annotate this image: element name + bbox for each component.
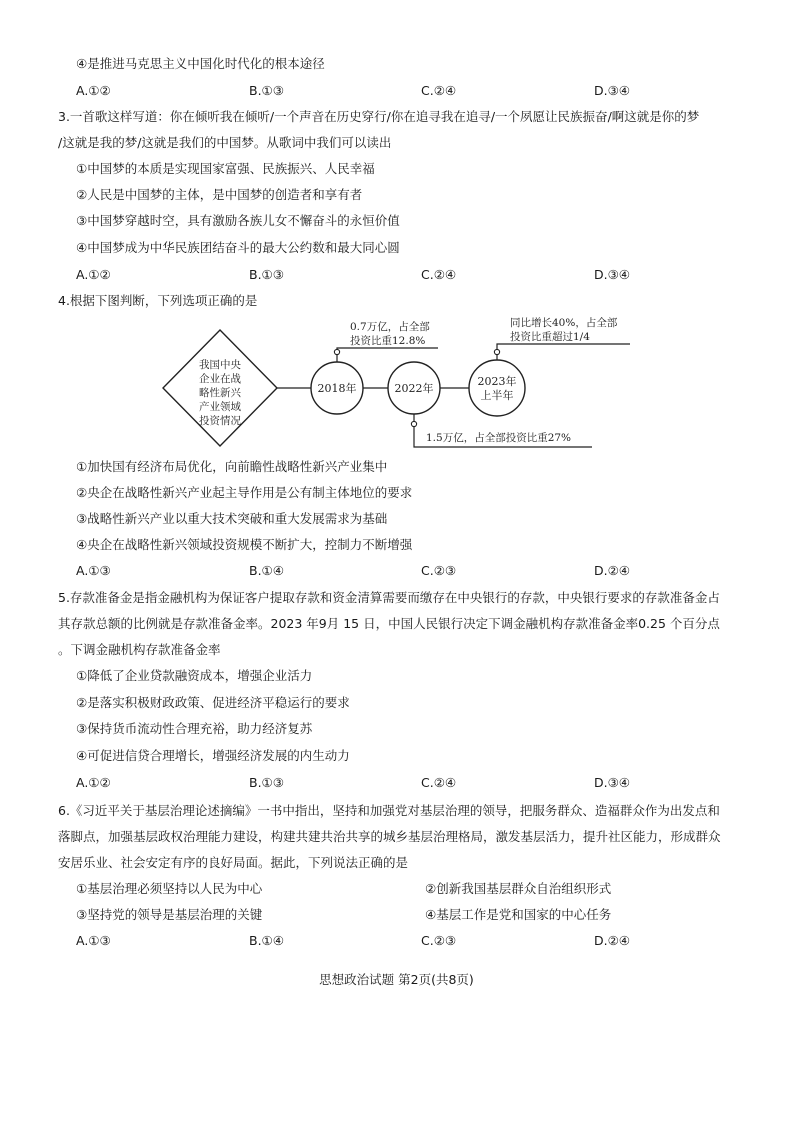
q6-item-4: ④基层工作是党和国家的中心任务	[425, 907, 612, 922]
node-2023-label-1: 2023年	[477, 375, 517, 388]
q5-item-2: ②是落实积极财政政策、促进经济平稳运行的要求	[76, 695, 350, 710]
note-2023-line-1: 同比增长40%，占全部	[510, 317, 618, 329]
diamond-text-3: 略性新兴	[199, 387, 241, 399]
q4-options	[76, 562, 716, 580]
q3-stem-line-2: /这就是我的梦/这就是我们的中国梦。从歌词中我们可以读出	[58, 135, 392, 150]
q4-option-a: A.①③	[76, 563, 111, 578]
q3-option-b: B.①③	[249, 267, 284, 282]
note-2023-line-2: 投资比重超过1/4	[510, 331, 590, 343]
q2-option-c: C.②④	[421, 83, 457, 98]
q2-option-d: D.③④	[594, 83, 631, 98]
node-2022-label: 2022年	[394, 382, 434, 395]
q4-item-1: ①加快国有经济布局优化，向前瞻性战略性新兴产业集中	[76, 459, 388, 474]
note-2022: 1.5万亿，占全部投资比重27%	[426, 432, 572, 444]
diamond-text-5: 投资情况	[199, 415, 241, 427]
q6-option-a: A.①③	[76, 933, 111, 948]
note-2018-line-1: 0.7万亿，占全部	[350, 321, 430, 333]
q5-stem-line-3: 。下调金融机构存款准备金率	[58, 642, 221, 657]
node-2023	[469, 360, 525, 416]
q4-item-3: ③战略性新兴产业以重大技术突破和重大发展需求为基础	[76, 511, 388, 526]
q5-options	[76, 774, 716, 792]
investment-diagram	[0, 312, 793, 462]
q5-option-c: C.②④	[421, 775, 457, 790]
q3-options	[76, 266, 716, 284]
q4-stem: 4.根据下图判断，下列选项正确的是	[58, 293, 258, 308]
q6-item-3: ③坚持党的领导是基层治理的关键	[76, 907, 263, 922]
q5-stem-line-1: 5.存款准备金是指金融机构为保证客户提取存款和资金清算需要而缴存在中央银行的存款，中央银行要求的存款准备金占	[58, 590, 720, 605]
q4-option-b: B.①④	[249, 563, 284, 578]
q6-item-2: ②创新我国基层群众自治组织形式	[425, 881, 612, 896]
q4-option-c: C.②③	[421, 563, 457, 578]
diamond-text-2: 企业在战	[199, 373, 241, 385]
q2-item-4: ④是推进马克思主义中国化时代化的根本途径	[76, 56, 325, 71]
q3-stem-line-1: 3.一首歌这样写道：你在倾听我在倾听/一个声音在历史穿行/你在追寻我在追寻/一个夙愿让民族振奋/啊这就是你的梦	[58, 109, 700, 124]
q5-item-4: ④可促进信贷合理增长，增强经济发展的内生动力	[76, 748, 350, 763]
q5-item-1: ①降低了企业贷款融资成本，增强企业活力	[76, 668, 313, 683]
q4-option-d: D.②④	[594, 563, 631, 578]
q6-option-d: D.②④	[594, 933, 631, 948]
q6-item-1: ①基层治理必须坚持以人民为中心	[76, 881, 263, 896]
q6-option-c: C.②③	[421, 933, 457, 948]
q5-option-b: B.①③	[249, 775, 284, 790]
q3-item-1: ①中国梦的本质是实现国家富强、民族振兴、人民幸福	[76, 161, 375, 176]
q2-option-b: B.①③	[249, 83, 284, 98]
q3-item-3: ③中国梦穿越时空，具有激励各族儿女不懈奋斗的永恒价值	[76, 213, 400, 228]
q5-option-d: D.③④	[594, 775, 631, 790]
q5-stem-line-2: 其存款总额的比例就是存款准备金率。2023 年9月 15 日，中国人民银行决定下调金融机构存款准备金率0.25 个百分点	[58, 616, 720, 631]
q6-option-b: B.①④	[249, 933, 284, 948]
q3-item-2: ②人民是中国梦的主体，是中国梦的创造者和享有者	[76, 187, 363, 202]
q5-item-3: ③保持货币流动性合理充裕，助力经济复苏	[76, 721, 313, 736]
diamond-text-4: 产业领域	[199, 401, 241, 413]
page-footer: 思想政治试题 第2页(共8页)	[319, 972, 474, 987]
q4-item-4: ④央企在战略性新兴领域投资规模不断扩大，控制力不断增强	[76, 537, 413, 552]
q4-item-2: ②央企在战略性新兴产业起主导作用是公有制主体地位的要求	[76, 485, 413, 500]
q5-option-a: A.①②	[76, 775, 111, 790]
node-2018-label: 2018年	[317, 382, 357, 395]
q3-option-c: C.②④	[421, 267, 457, 282]
q3-item-4: ④中国梦成为中华民族团结奋斗的最大公约数和最大同心圆	[76, 240, 400, 255]
note-2018-line-2: 投资比重12.8%	[350, 335, 426, 347]
q6-stem-line-2: 落脚点，加强基层政权治理能力建设，构建共建共治共享的城乡基层治理格局，激发基层活力，提升社区能力，形成群众	[58, 829, 721, 844]
node-2023-label-2: 上半年	[480, 389, 514, 402]
q3-option-a: A.①②	[76, 267, 111, 282]
q2-options	[76, 82, 716, 100]
q6-stem-line-3: 安居乐业、社会安定有序的良好局面。据此，下列说法正确的是	[58, 855, 409, 870]
diamond-text-1: 我国中央	[199, 359, 241, 371]
q6-stem-line-1: 6.《习近平关于基层治理论述摘编》一书中指出，坚持和加强党对基层治理的领导，把服务群众、造福群众作为出发点和	[58, 803, 720, 818]
q2-option-a: A.①②	[76, 83, 111, 98]
q6-options	[76, 932, 716, 950]
q3-option-d: D.③④	[594, 267, 631, 282]
